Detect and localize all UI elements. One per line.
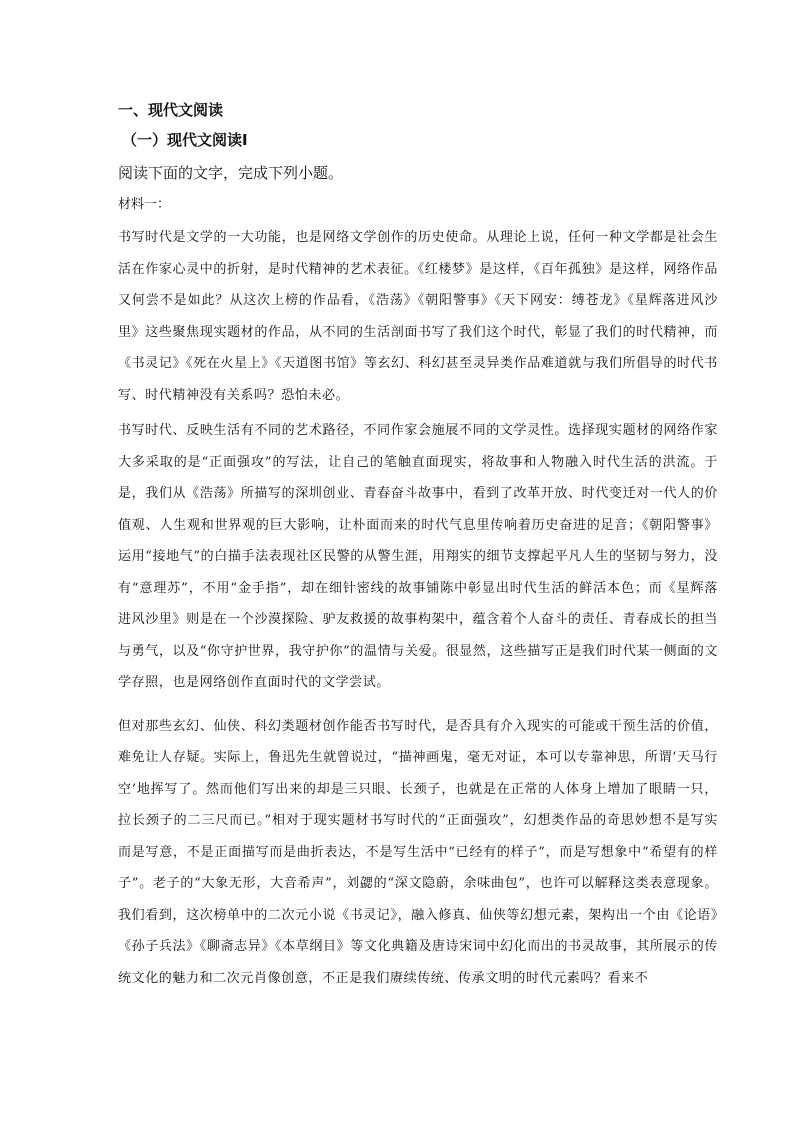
subsection-title: （一）现代文阅读Ⅰ [122, 131, 248, 149]
paragraph: 书写时代、反映生活有不同的艺术路径，不同作家会施展不同的文学灵性。选择现实题材的网络作家大多采取的是“正面强攻”的写法，让自己的笔触直面现实，将故事和人物融入时代生活的洪流。于是，我们从《浩荡》所描写的深圳创业、青春奋斗故事中，看到了改革开放、时代变迁对一代人的价值观、人生观和世界观的巨大影响，让朴面而来的时代气息里传响着历史奋进的足音；《朝阳警事》运用“接地气”的白描手法表现社区民警的从警生涯，用翔实的细节支撑起平凡人生的坚韧与努力，没有“意理苏”，不用“金手指”，却在细针密线的故事铺陈中彰显出时代生活的鲜活本色；而《星辉落进风沙里》则是在一个沙漠探险、驴友救援的故事构架中，蕴含着个人奋斗的责任、青春成长的担当与勇气，以及“你守护世界，我守护你”的温情与关爱。很显然，这些描写正是我们时代某一侧面的文学存照，也是网络创作直面时代的文学尝试。 [118, 423, 718, 690]
instruction-text: 阅读下面的文字，完成下列小题。 [118, 164, 344, 182]
section-title: 一、现代文阅读 [118, 101, 224, 119]
material-label: 材料一： [118, 197, 171, 212]
paragraph: 但对那些玄幻、仙侠、科幻类题材创作能否书写时代，是否具有介入现实的可能或干预生活的价值，难免让人存疑。实际上，鲁迅先生就曾说过，“描神画鬼，毫无对证，本可以专靠神思，所谓‘天马行空’地挥写了。然而他们写出来的却是三只眼、长颈子，也就是在正常的人体身上增加了眼睛一只，拉长颈子的二三尺而已。”相对于现实题材书写时代的“正面强攻”，幻想类作品的奇思妙想不是写实而是写意，不是正面描写而是曲折表达，不是写生活中“已经有的样子”，而是写想象中“希望有的样子”。老子的“大象无形，大音希声”，刘勰的“深文隐蔚，余味曲包”，也许可以解释这类表意现象。我们看到，这次榜单中的二次元小说《书灵记》，融入修真、仙侠等幻想元素，架构出一个由《论语》《孙子兵法》《聊斋志异》《本草纲目》等文化典籍及唐诗宋词中幻化而出的书灵故事，其所展示的传统文化的魅力和二次元肖像创意，不正是我们赓续传统、传承文明的时代元素吗？看来不 [118, 718, 718, 986]
paragraph: 书写时代是文学的一大功能，也是网络文学创作的历史使命。从理论上说，任何一种文学都是社会生活在作家心灵中的折射，是时代精神的艺术表征。《红楼梦》是这样，《百年孤独》是这样，网络作品又何尝不是如此？从这次上榜的作品看，《浩荡》《朝阳警事》《天下网安：缚苍龙》《星辉落进风沙里》这些聚焦现实题材的作品，从不同的生活剖面书写了我们这个时代，彰显了我们的时代精神，而《书灵记》《死在火星上》《天道图书馆》等玄幻、科幻甚至灵异类作品难道就与我们所倡导的时代书写、时代精神没有关系吗？恐怕未必。 [118, 230, 718, 403]
document-content [118, 98, 718, 994]
